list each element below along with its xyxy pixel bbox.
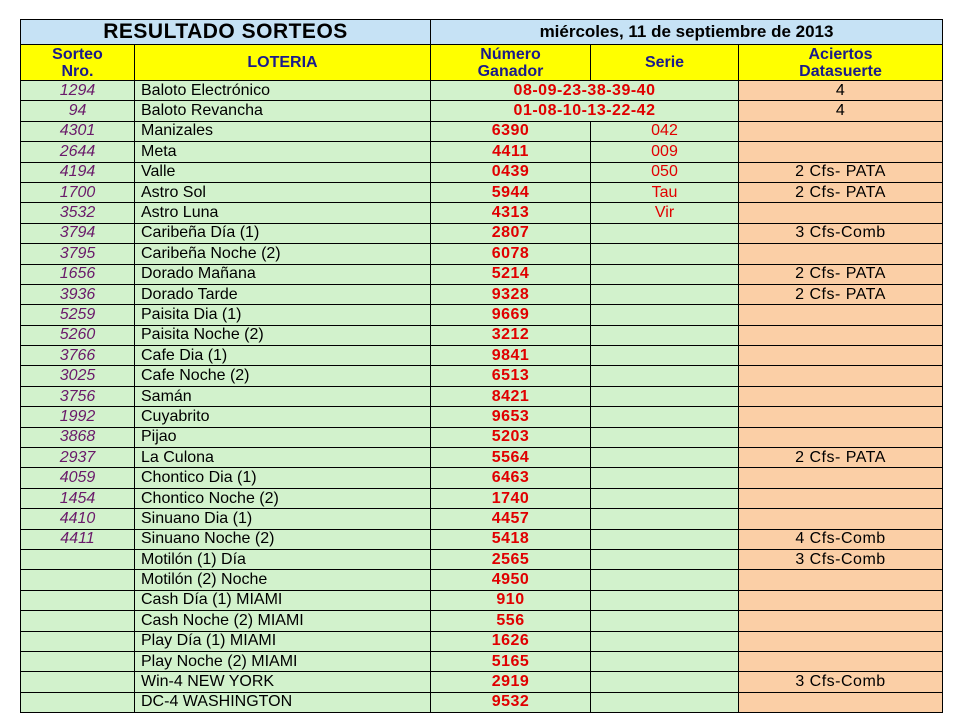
loteria-cell: Paisita Dia (1) xyxy=(135,305,431,325)
numero-ganador-cell: 2565 xyxy=(431,549,591,569)
sorteo-cell: 1656 xyxy=(21,264,135,284)
results-sheet xyxy=(20,19,942,713)
table-row xyxy=(21,81,943,101)
col-header-serie: Serie xyxy=(591,45,739,81)
serie-cell xyxy=(591,305,739,325)
loteria-cell: Cafe Noche (2) xyxy=(135,366,431,386)
aciertos-cell xyxy=(739,692,943,712)
aciertos-cell: 4 xyxy=(739,101,943,121)
serie-cell xyxy=(591,570,739,590)
title-row xyxy=(21,20,943,45)
loteria-cell: Chontico Dia (1) xyxy=(135,468,431,488)
sorteo-cell: 1294 xyxy=(21,81,135,101)
aciertos-cell xyxy=(739,651,943,671)
sorteo-cell: 94 xyxy=(21,101,135,121)
aciertos-cell: 4 xyxy=(739,81,943,101)
loteria-cell: Motilón (1) Día xyxy=(135,549,431,569)
serie-cell xyxy=(591,244,739,264)
serie-cell: 009 xyxy=(591,142,739,162)
table-row xyxy=(21,162,943,182)
sorteo-cell: 5259 xyxy=(21,305,135,325)
loteria-cell: Caribeña Noche (2) xyxy=(135,244,431,264)
serie-cell xyxy=(591,366,739,386)
numero-ganador-cell: 2807 xyxy=(431,223,591,243)
sorteo-cell: 1700 xyxy=(21,182,135,202)
serie-cell xyxy=(591,509,739,529)
serie-cell xyxy=(591,529,739,549)
table-row xyxy=(21,570,943,590)
serie-cell xyxy=(591,468,739,488)
table-row xyxy=(21,386,943,406)
numero-ganador-cell: 4411 xyxy=(431,142,591,162)
col-header-loteria: LOTERIA xyxy=(135,45,431,81)
serie-cell: Tau xyxy=(591,182,739,202)
aciertos-cell xyxy=(739,509,943,529)
col-header-aciertos: Aciertos Datasuerte xyxy=(739,45,943,81)
table-row xyxy=(21,121,943,141)
table-row xyxy=(21,488,943,508)
sorteo-cell: 4410 xyxy=(21,509,135,529)
numero-ganador-cell: 9532 xyxy=(431,692,591,712)
numero-ganador-cell: 5944 xyxy=(431,182,591,202)
loteria-cell: Manizales xyxy=(135,121,431,141)
aciertos-cell: 2 Cfs- PATA xyxy=(739,448,943,468)
numero-ganador-cell: 6078 xyxy=(431,244,591,264)
loteria-cell: Cafe Dia (1) xyxy=(135,346,431,366)
loteria-cell: Cuyabrito xyxy=(135,407,431,427)
serie-cell xyxy=(591,590,739,610)
table-row xyxy=(21,203,943,223)
serie-cell xyxy=(591,284,739,304)
loteria-cell: Dorado Tarde xyxy=(135,284,431,304)
loteria-cell: La Culona xyxy=(135,448,431,468)
serie-cell xyxy=(591,325,739,345)
loteria-cell: Cash Noche (2) MIAMI xyxy=(135,611,431,631)
sorteo-cell: 4301 xyxy=(21,121,135,141)
aciertos-cell xyxy=(739,203,943,223)
sorteo-cell: 4059 xyxy=(21,468,135,488)
serie-cell xyxy=(591,264,739,284)
numero-ganador-cell: 6390 xyxy=(431,121,591,141)
aciertos-cell xyxy=(739,468,943,488)
sorteo-cell xyxy=(21,590,135,610)
table-row xyxy=(21,101,943,121)
numero-ganador-cell: 5564 xyxy=(431,448,591,468)
aciertos-cell: 2 Cfs- PATA xyxy=(739,182,943,202)
loteria-cell: Paisita Noche (2) xyxy=(135,325,431,345)
numero-ganador-cell: 5214 xyxy=(431,264,591,284)
aciertos-cell: 3 Cfs-Comb xyxy=(739,223,943,243)
numero-ganador-cell: 5418 xyxy=(431,529,591,549)
aciertos-cell xyxy=(739,590,943,610)
aciertos-cell xyxy=(739,366,943,386)
serie-cell xyxy=(591,223,739,243)
sorteo-cell: 3795 xyxy=(21,244,135,264)
sorteo-cell xyxy=(21,570,135,590)
numero-ganador-cell: 0439 xyxy=(431,162,591,182)
numero-ganador-cell: 1740 xyxy=(431,488,591,508)
numero-ganador-cell: 5203 xyxy=(431,427,591,447)
table-row xyxy=(21,223,943,243)
serie-cell xyxy=(591,631,739,651)
numero-ganador-cell: 5165 xyxy=(431,651,591,671)
table-row xyxy=(21,549,943,569)
serie-cell xyxy=(591,549,739,569)
numero-ganador-cell: 910 xyxy=(431,590,591,610)
serie-cell: Vir xyxy=(591,203,739,223)
sorteo-cell: 1992 xyxy=(21,407,135,427)
loteria-cell: Play Día (1) MIAMI xyxy=(135,631,431,651)
numero-ganador-cell: 8421 xyxy=(431,386,591,406)
loteria-cell: Samán xyxy=(135,386,431,406)
col-header-numero: Número Ganador xyxy=(431,45,591,81)
numero-ganador-cell: 08-09-23-38-39-40 xyxy=(431,81,739,101)
loteria-cell: Cash Día (1) MIAMI xyxy=(135,590,431,610)
aciertos-cell xyxy=(739,631,943,651)
serie-cell xyxy=(591,346,739,366)
aciertos-cell xyxy=(739,427,943,447)
loteria-cell: Astro Luna xyxy=(135,203,431,223)
sorteo-cell: 4194 xyxy=(21,162,135,182)
loteria-cell: Sinuano Noche (2) xyxy=(135,529,431,549)
numero-ganador-cell: 9669 xyxy=(431,305,591,325)
sorteo-cell: 3756 xyxy=(21,386,135,406)
aciertos-cell: 2 Cfs- PATA xyxy=(739,284,943,304)
sorteo-cell: 3868 xyxy=(21,427,135,447)
aciertos-cell xyxy=(739,488,943,508)
numero-ganador-cell: 2919 xyxy=(431,672,591,692)
table-row xyxy=(21,284,943,304)
numero-ganador-cell: 4950 xyxy=(431,570,591,590)
table-row xyxy=(21,448,943,468)
table-row xyxy=(21,305,943,325)
aciertos-cell xyxy=(739,407,943,427)
aciertos-cell xyxy=(739,386,943,406)
aciertos-cell xyxy=(739,611,943,631)
serie-cell xyxy=(591,611,739,631)
sorteo-cell: 3766 xyxy=(21,346,135,366)
numero-ganador-cell: 9841 xyxy=(431,346,591,366)
numero-ganador-cell: 9653 xyxy=(431,407,591,427)
aciertos-cell xyxy=(739,346,943,366)
aciertos-cell xyxy=(739,305,943,325)
aciertos-cell: 2 Cfs- PATA xyxy=(739,264,943,284)
aciertos-cell: 4 Cfs-Comb xyxy=(739,529,943,549)
serie-cell: 042 xyxy=(591,121,739,141)
serie-cell xyxy=(591,386,739,406)
table-row xyxy=(21,529,943,549)
numero-ganador-cell: 4313 xyxy=(431,203,591,223)
serie-cell xyxy=(591,407,739,427)
table-row xyxy=(21,142,943,162)
aciertos-cell xyxy=(739,142,943,162)
sorteo-cell: 3025 xyxy=(21,366,135,386)
table-row xyxy=(21,182,943,202)
loteria-cell: Pijao xyxy=(135,427,431,447)
loteria-cell: Baloto Electrónico xyxy=(135,81,431,101)
sorteo-cell xyxy=(21,549,135,569)
column-header-row xyxy=(21,45,943,81)
loteria-cell: Dorado Mañana xyxy=(135,264,431,284)
aciertos-cell xyxy=(739,121,943,141)
numero-ganador-cell: 1626 xyxy=(431,631,591,651)
loteria-cell: Win-4 NEW YORK xyxy=(135,672,431,692)
sorteo-cell xyxy=(21,611,135,631)
aciertos-cell xyxy=(739,570,943,590)
aciertos-cell: 3 Cfs-Comb xyxy=(739,672,943,692)
table-row xyxy=(21,651,943,671)
sorteo-cell: 5260 xyxy=(21,325,135,345)
aciertos-cell xyxy=(739,325,943,345)
sorteo-cell xyxy=(21,631,135,651)
loteria-cell: Valle xyxy=(135,162,431,182)
table-row xyxy=(21,407,943,427)
table-row xyxy=(21,611,943,631)
table-row xyxy=(21,244,943,264)
sorteo-cell xyxy=(21,692,135,712)
results-table xyxy=(20,19,943,713)
serie-cell xyxy=(591,651,739,671)
serie-cell xyxy=(591,448,739,468)
table-row xyxy=(21,264,943,284)
sheet-title: RESULTADO SORTEOS xyxy=(21,20,431,45)
table-row xyxy=(21,325,943,345)
numero-ganador-cell: 556 xyxy=(431,611,591,631)
sorteo-cell: 3936 xyxy=(21,284,135,304)
aciertos-cell: 2 Cfs- PATA xyxy=(739,162,943,182)
serie-cell xyxy=(591,692,739,712)
serie-cell: 050 xyxy=(591,162,739,182)
aciertos-cell xyxy=(739,244,943,264)
serie-cell xyxy=(591,427,739,447)
loteria-cell: Caribeña Día (1) xyxy=(135,223,431,243)
numero-ganador-cell: 9328 xyxy=(431,284,591,304)
loteria-cell: Chontico Noche (2) xyxy=(135,488,431,508)
table-row xyxy=(21,692,943,712)
table-row xyxy=(21,468,943,488)
numero-ganador-cell: 01-08-10-13-22-42 xyxy=(431,101,739,121)
loteria-cell: Baloto Revancha xyxy=(135,101,431,121)
loteria-cell: Play Noche (2) MIAMI xyxy=(135,651,431,671)
numero-ganador-cell: 6513 xyxy=(431,366,591,386)
draw-date: miércoles, 11 de septiembre de 2013 xyxy=(431,20,943,45)
table-row xyxy=(21,672,943,692)
numero-ganador-cell: 3212 xyxy=(431,325,591,345)
table-row xyxy=(21,509,943,529)
loteria-cell: Astro Sol xyxy=(135,182,431,202)
serie-cell xyxy=(591,488,739,508)
sorteo-cell: 2937 xyxy=(21,448,135,468)
aciertos-cell: 3 Cfs-Comb xyxy=(739,549,943,569)
numero-ganador-cell: 6463 xyxy=(431,468,591,488)
loteria-cell: Motilón (2) Noche xyxy=(135,570,431,590)
table-row xyxy=(21,631,943,651)
sorteo-cell: 3794 xyxy=(21,223,135,243)
sorteo-cell: 3532 xyxy=(21,203,135,223)
table-row xyxy=(21,346,943,366)
table-row xyxy=(21,590,943,610)
numero-ganador-cell: 4457 xyxy=(431,509,591,529)
loteria-cell: Sinuano Dia (1) xyxy=(135,509,431,529)
table-row xyxy=(21,366,943,386)
table-row xyxy=(21,427,943,447)
sorteo-cell: 4411 xyxy=(21,529,135,549)
loteria-cell: DC-4 WASHINGTON xyxy=(135,692,431,712)
results-body xyxy=(21,81,943,713)
loteria-cell: Meta xyxy=(135,142,431,162)
sorteo-cell xyxy=(21,651,135,671)
sorteo-cell: 2644 xyxy=(21,142,135,162)
col-header-sorteo: Sorteo Nro. xyxy=(21,45,135,81)
sorteo-cell: 1454 xyxy=(21,488,135,508)
serie-cell xyxy=(591,672,739,692)
sorteo-cell xyxy=(21,672,135,692)
